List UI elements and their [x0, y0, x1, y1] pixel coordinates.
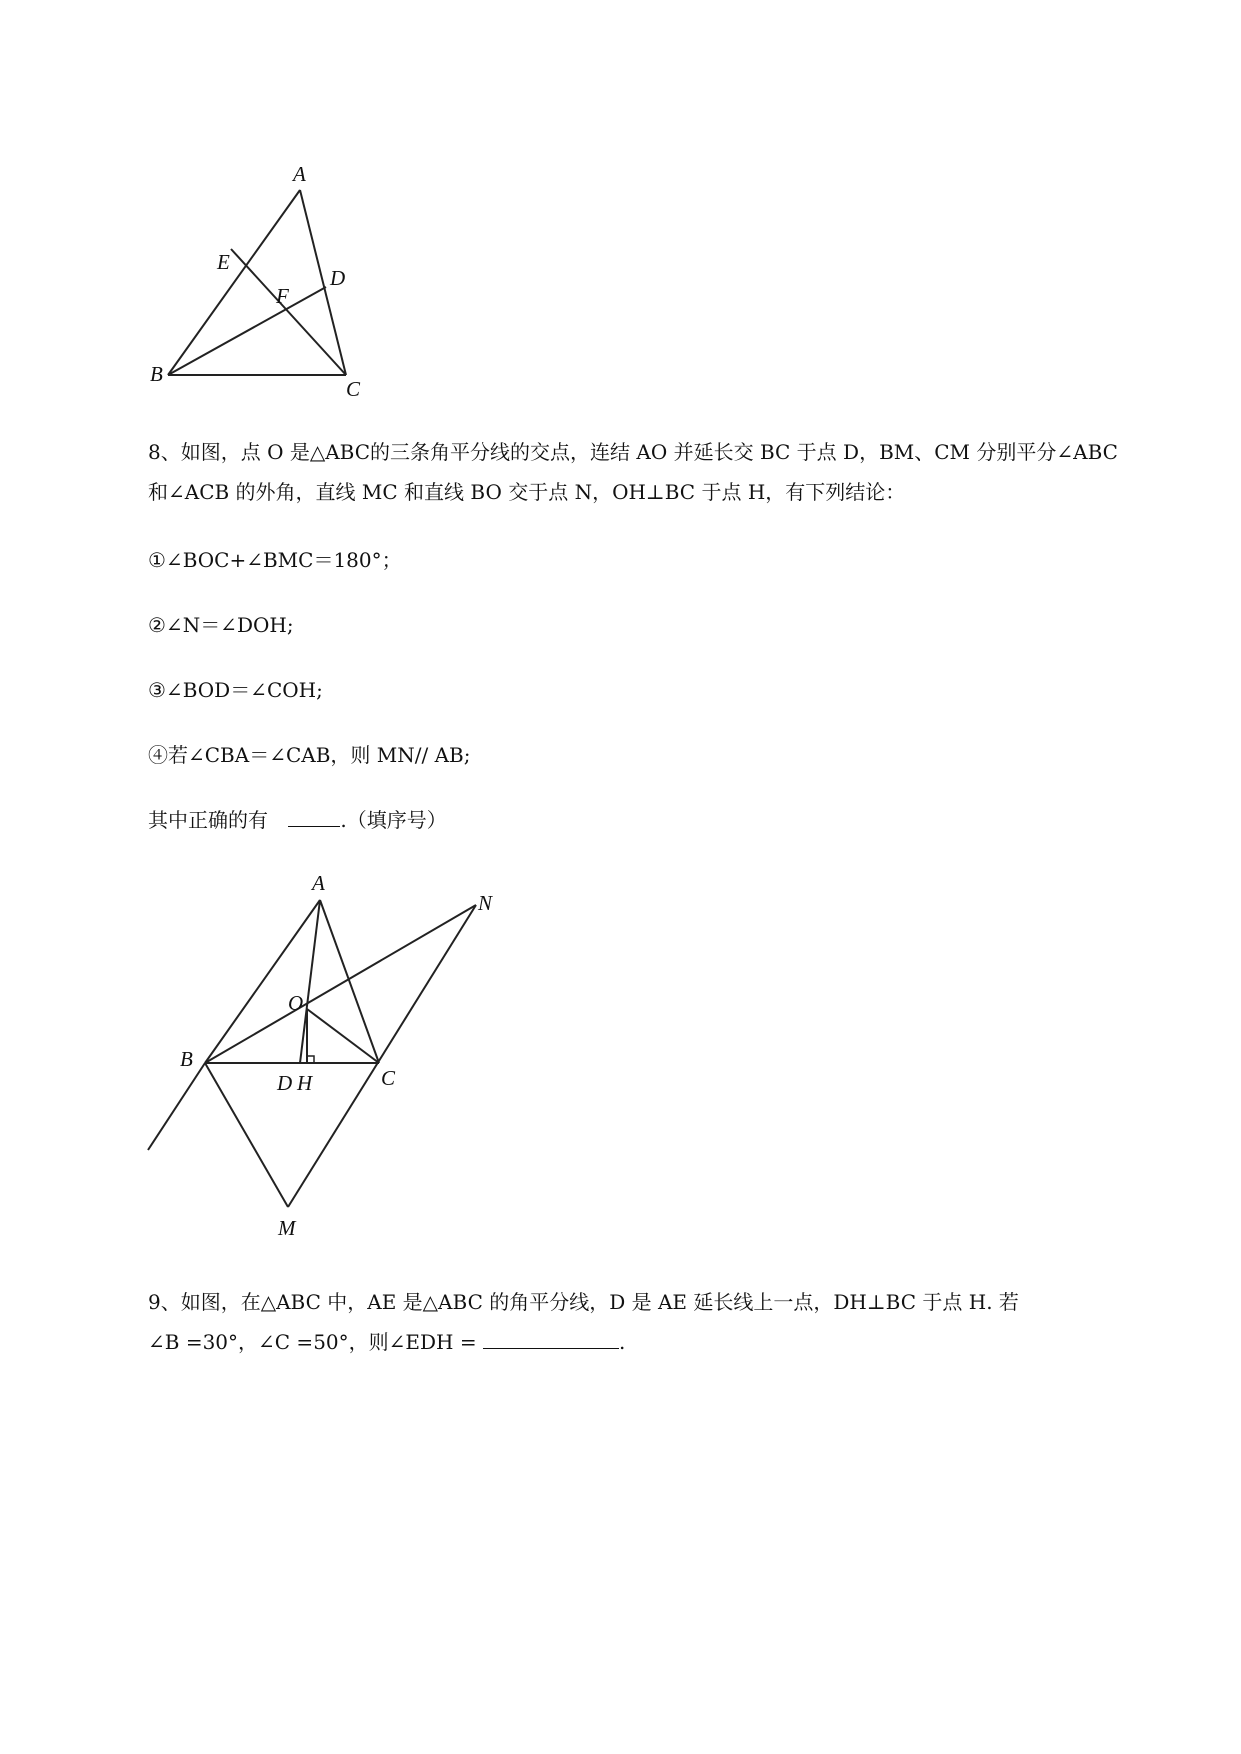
- segment-bm: [205, 1063, 288, 1207]
- line-mn: [288, 905, 476, 1207]
- label-b: B: [150, 362, 163, 386]
- figure-triangle-abc-with-mn: [140, 860, 520, 1240]
- label-d: D: [277, 1071, 293, 1095]
- segment-ab: [168, 190, 300, 375]
- q8-conclusion-1: ①∠BOC+∠BMC＝180°；: [148, 548, 402, 572]
- label-m: M: [278, 1216, 296, 1240]
- figure-triangle-abc: [140, 160, 380, 400]
- q8-conclusion-4: ④若∠CBA＝∠CAB，则 MN// AB;: [148, 743, 471, 767]
- label-n: N: [478, 891, 493, 915]
- label-f: F: [276, 284, 289, 308]
- q8-conclusion-2: ②∠N＝∠DOH;: [148, 613, 294, 637]
- label-b: B: [180, 1047, 193, 1071]
- segment-ec: [231, 249, 346, 375]
- label-a: A: [312, 871, 325, 895]
- answer-blank-q9[interactable]: [483, 1330, 619, 1349]
- label-d: D: [330, 266, 346, 290]
- segment-ac: [320, 900, 379, 1063]
- q8-prompt: 其中正确的有 .（填序号）: [148, 808, 447, 832]
- q8-line-2: 和∠ACB 的外角，直线 MC 和直线 BO 交于点 N，OH⊥BC 于点 H，有下列结论：: [148, 480, 906, 504]
- line-bn: [205, 905, 476, 1063]
- label-e: E: [217, 250, 230, 274]
- answer-blank-q8[interactable]: [288, 808, 340, 827]
- label-a: A: [293, 162, 306, 186]
- label-c: C: [346, 377, 361, 400]
- label-c: C: [381, 1066, 396, 1090]
- q8-conclusion-3: ③∠BOD＝∠COH;: [148, 678, 323, 702]
- q8-line-1: 8、如图，点 O 是△ABC的三条角平分线的交点，连结 AO 并延长交 BC 于点 D，BM、CM 分别平分∠ABC: [148, 440, 1118, 464]
- right-angle-mark: [307, 1056, 314, 1063]
- line-b-extension: [148, 1063, 205, 1150]
- label-o: O: [288, 991, 304, 1015]
- segment-bd: [168, 287, 326, 375]
- label-h: H: [297, 1071, 313, 1095]
- q9-line-1: 9、如图，在△ABC 中，AE 是△ABC 的角平分线，D 是 AE 延长线上一点，DH⊥BC 于点 H. 若: [148, 1290, 1019, 1314]
- q9-line-2: ∠B =30°，∠C =50°，则∠EDH = .: [148, 1330, 626, 1354]
